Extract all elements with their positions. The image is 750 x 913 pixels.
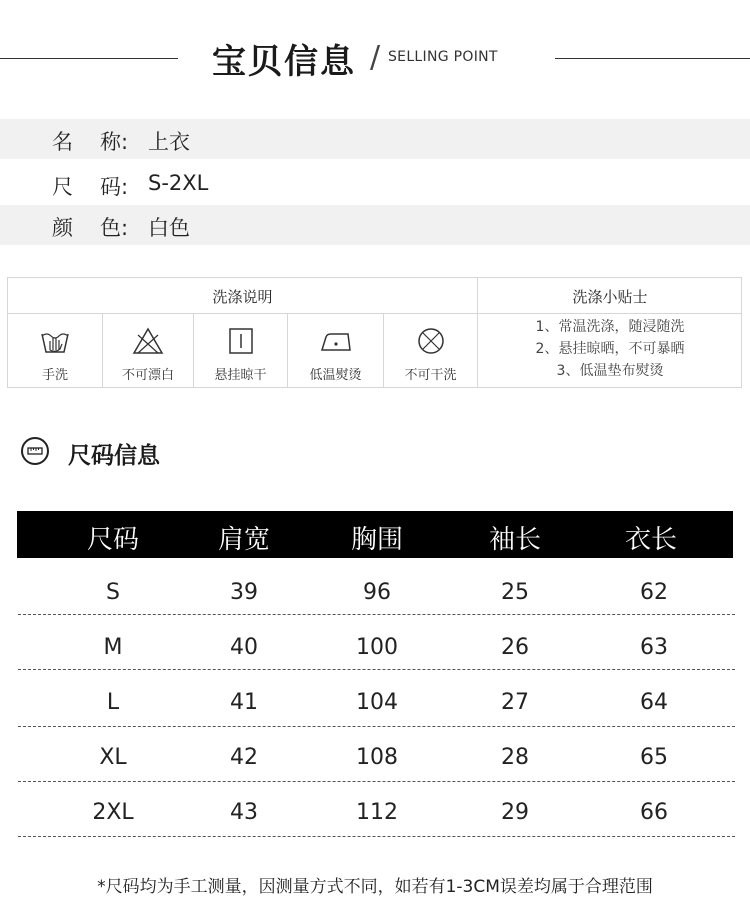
header-divider-right xyxy=(555,58,750,59)
table-cell: 27 xyxy=(501,690,529,715)
table-cell: 42 xyxy=(230,745,258,770)
wash-caption: 不可干洗 xyxy=(404,368,457,383)
wash-item xyxy=(8,314,102,388)
wash-instructions-header: 洗涤说明 xyxy=(212,288,273,306)
table-cell: 63 xyxy=(640,635,668,660)
wash-caption: 悬挂晾干 xyxy=(214,368,267,383)
column-header: 胸围 xyxy=(350,525,403,555)
size-section-title: 尺码信息 xyxy=(68,443,160,469)
info-label-b: 码: xyxy=(100,175,129,199)
low-iron-icon xyxy=(318,326,354,356)
measurement-note: *尺码均为手工测量，因测量方式不同，如若有1-3CM误差均属于合理范围 xyxy=(97,877,653,897)
table-cell: 64 xyxy=(640,690,668,715)
page-subtitle: SELLING POINT xyxy=(388,49,498,65)
wash-tips xyxy=(478,316,742,382)
info-label-a: 尺 xyxy=(52,175,73,199)
row-divider xyxy=(18,726,735,727)
wash-item xyxy=(194,314,287,388)
table-cell: 112 xyxy=(356,800,398,825)
wash-item xyxy=(288,314,383,388)
table-cell: 108 xyxy=(356,745,398,770)
wash-caption: 不可漂白 xyxy=(121,368,174,383)
info-label xyxy=(52,126,128,156)
row-divider xyxy=(18,614,735,615)
wash-tip: 3、低温垫布熨烫 xyxy=(556,363,664,379)
info-label-a: 名 xyxy=(52,130,73,154)
column-header: 肩宽 xyxy=(217,525,270,555)
table-cell: 29 xyxy=(501,800,529,825)
ruler-icon xyxy=(21,437,49,465)
row-divider xyxy=(18,836,735,837)
wash-caption: 手洗 xyxy=(41,368,68,383)
info-label xyxy=(52,212,128,242)
header-divider-left xyxy=(0,58,178,59)
row-divider xyxy=(18,781,735,782)
info-row-name xyxy=(0,119,750,159)
table-cell: XL xyxy=(99,745,127,770)
no-bleach-icon xyxy=(131,326,165,356)
table-cell: 100 xyxy=(356,635,398,660)
table-row xyxy=(0,678,750,732)
size-table-header xyxy=(17,511,733,558)
hang-dry-icon xyxy=(227,326,255,356)
table-cell: 39 xyxy=(230,580,258,605)
table-cell: 26 xyxy=(501,635,529,660)
table-row xyxy=(0,788,750,842)
table-row xyxy=(0,733,750,787)
table-cell: L xyxy=(106,690,120,715)
header-slash: / xyxy=(370,40,381,75)
info-value: 上衣 xyxy=(148,130,190,154)
table-cell: 65 xyxy=(640,745,668,770)
table-cell: 28 xyxy=(501,745,529,770)
info-label-a: 颜 xyxy=(52,216,73,240)
hand-wash-icon xyxy=(39,326,71,356)
table-cell: 66 xyxy=(640,800,668,825)
column-header: 衣长 xyxy=(624,525,677,555)
wash-tip: 1、常温洗涤，随浸随洗 xyxy=(535,319,685,335)
table-cell: 104 xyxy=(356,690,398,715)
column-header: 袖长 xyxy=(488,525,541,555)
wash-tips-header: 洗涤小贴士 xyxy=(572,288,648,306)
no-dry-clean-icon xyxy=(415,326,447,356)
wash-item xyxy=(103,314,193,388)
table-cell: 62 xyxy=(640,580,668,605)
table-cell: M xyxy=(103,635,123,660)
wash-item xyxy=(384,314,477,388)
info-label-b: 称: xyxy=(100,130,129,154)
wash-tip: 2、悬挂晾晒，不可暴晒 xyxy=(535,341,685,357)
column-header: 尺码 xyxy=(86,525,139,555)
table-cell: 2XL xyxy=(92,800,134,825)
info-label xyxy=(52,171,128,201)
table-cell: 40 xyxy=(230,635,258,660)
table-cell: 96 xyxy=(363,580,391,605)
table-cell: 25 xyxy=(501,580,529,605)
info-row-size xyxy=(0,164,750,204)
table-cell: 41 xyxy=(230,690,258,715)
info-row-color xyxy=(0,205,750,245)
table-cell: 43 xyxy=(230,800,258,825)
page-title: 宝贝信息 xyxy=(212,42,356,82)
info-value: S-2XL xyxy=(148,171,209,195)
info-value: 白色 xyxy=(148,216,190,240)
info-label-b: 色: xyxy=(100,216,129,240)
wash-care-table xyxy=(7,277,742,388)
table-cell: S xyxy=(106,580,120,605)
wash-caption: 低温熨烫 xyxy=(309,368,362,383)
row-divider xyxy=(18,669,735,670)
